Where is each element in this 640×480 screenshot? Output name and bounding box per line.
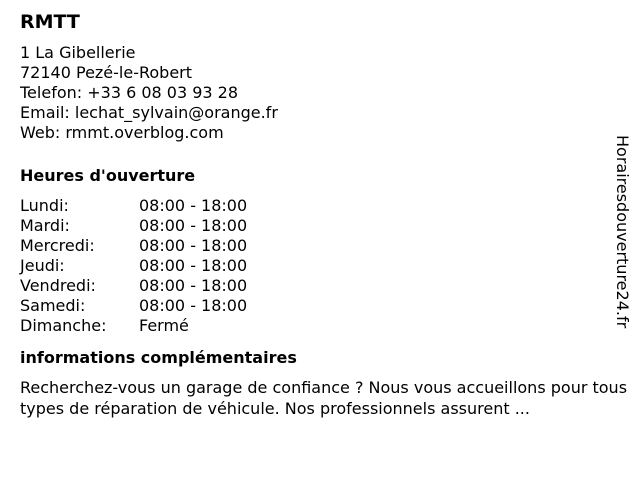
hours-time: 08:00 - 18:00 — [139, 216, 248, 235]
address-line-2: 72140 Pezé-le-Robert — [20, 63, 193, 82]
hours-time: 08:00 - 18:00 — [139, 236, 248, 255]
hours-time: 08:00 - 18:00 — [139, 276, 248, 295]
hours-time: 08:00 - 18:00 — [139, 256, 248, 275]
hours-row-tuesday — [20, 216, 632, 236]
hours-time: 08:00 - 18:00 — [139, 296, 248, 315]
site-watermark: Horairesdouverture24.fr — [613, 135, 632, 329]
additional-info-text: Recherchez-vous un garage de confiance ? Nous vous accueillons pour tous types de réparation de véhicule. Nos professionnels assurent ... — [20, 378, 628, 418]
hours-row-wednesday — [20, 236, 632, 256]
hours-row-saturday — [20, 296, 632, 316]
hours-time: 08:00 - 18:00 — [139, 196, 248, 215]
address-line-1: 1 La Gibellerie — [20, 43, 136, 62]
email-address: Email: lechat_sylvain@orange.fr — [20, 103, 278, 122]
phone-number: Telefon: +33 6 08 03 93 28 — [20, 83, 239, 102]
additional-info-heading: informations complémentaires — [20, 348, 297, 367]
hours-day: Mardi: — [20, 216, 70, 235]
website: Web: rmmt.overblog.com — [20, 123, 224, 142]
hours-time: Fermé — [139, 316, 189, 335]
hours-day: Samedi: — [20, 296, 86, 315]
hours-day: Dimanche: — [20, 316, 107, 335]
business-name: RMTT — [20, 11, 80, 33]
hours-day: Jeudi: — [20, 256, 65, 275]
opening-hours-table — [20, 196, 632, 336]
hours-day: Vendredi: — [20, 276, 96, 295]
contact-block — [20, 43, 632, 143]
hours-row-sunday — [20, 316, 632, 336]
business-card — [20, 10, 632, 419]
hours-row-friday — [20, 276, 632, 296]
hours-row-thursday — [20, 256, 632, 276]
hours-day: Lundi: — [20, 196, 69, 215]
hours-row-monday — [20, 196, 632, 216]
opening-hours-heading: Heures d'ouverture — [20, 166, 196, 185]
hours-day: Mercredi: — [20, 236, 95, 255]
